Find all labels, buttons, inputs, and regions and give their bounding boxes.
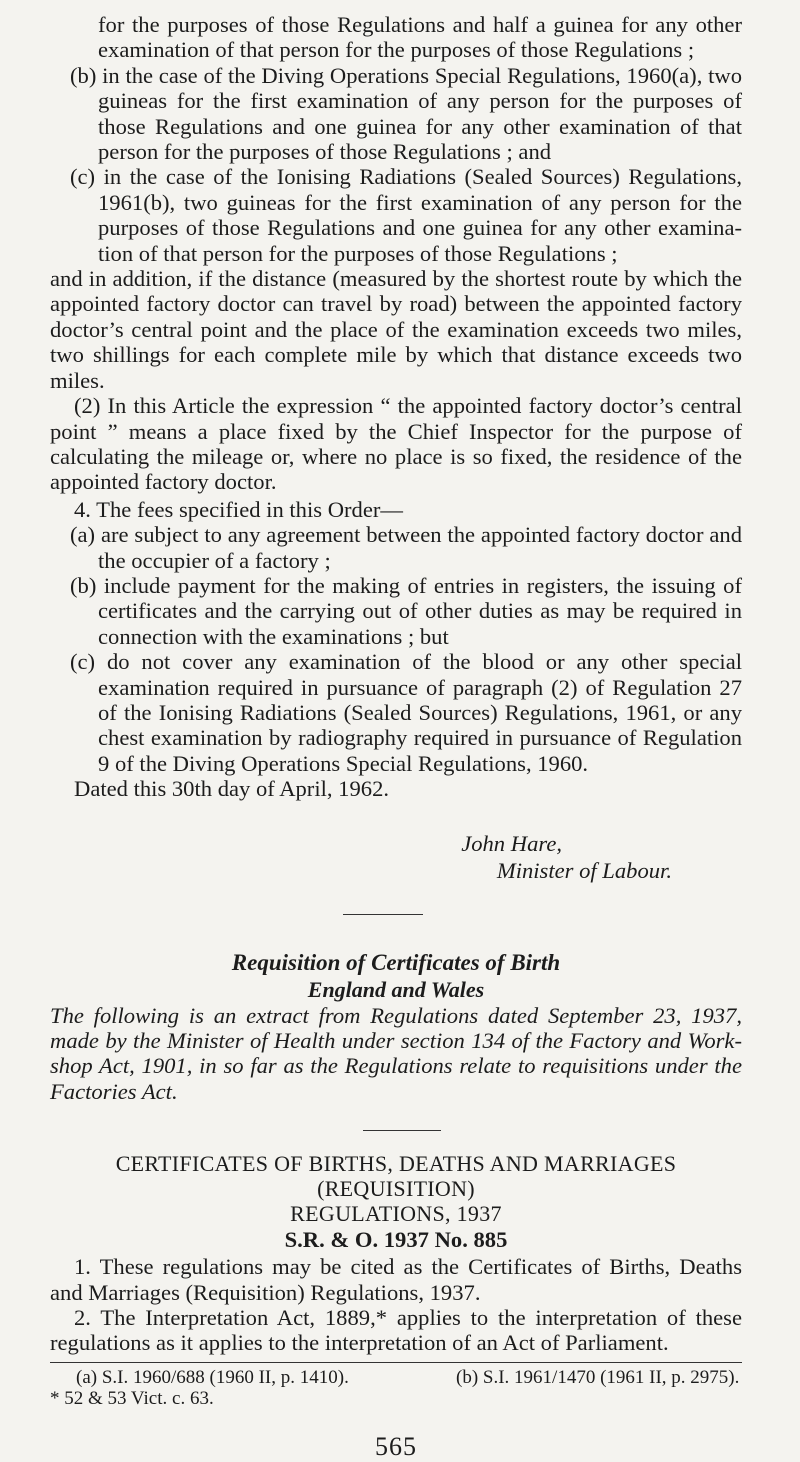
regulations-title-line-1: CERTIFICATES OF BIRTHS, DEATHS AND MARRIAGES (REQUISITION): [115, 1151, 677, 1202]
section-title: Requisition of Certificates of Birth: [231, 949, 561, 975]
regulations-title: [50, 1151, 742, 1226]
article-4-clause-b: (b) include payment for the making of entries in registers, the issuing of certificates and the carrying out of other duties as may be required in connection with the examinations ; but: [70, 572, 742, 649]
divider-rule-2: [363, 1130, 441, 1131]
signature-name: John Hare,: [461, 830, 562, 856]
clause-b-diving: (b) in the case of the Diving Operations Special Regulations, 1960(a), two guineas for the first examination of any person for the purposes of those Regulations and one guinea for any other examination of that person for the purposes of those Regulations ; and: [70, 62, 742, 165]
page-number: 565: [375, 1431, 417, 1461]
signature-title: Minister of Labour.: [496, 857, 672, 883]
footnote-b: (b) S.I. 1961/1470 (1961 II, p. 2975).: [456, 1366, 740, 1388]
clause-c-ionising: (c) in the case of the Ionising Radiations (Sealed Sources) Regulations, 1961(b), two guineas for the first examination of any person for the purposes of those Regulations and one guinea for any other examina-tion of that person for the purposes of those Regulations ;: [70, 164, 742, 266]
signature-block: [50, 830, 742, 884]
regulation-2: 2. The Interpretation Act, 1889,* applies to the interpretation of these regulations as it applies to the interpretation of an Act of Parliament.: [50, 1305, 742, 1356]
paragraph-mileage: and in addition, if the distance (measured by the shortest route by which the appointed factory doctor can travel by road) between the appointed factory doctor’s central point and the place of the examination exceeds two miles, two shillings for each complete mile by which that distance exceeds two miles.: [50, 266, 742, 393]
divider-rule: [343, 914, 423, 915]
section-intro: The following is an extract from Regulations dated September 23, 1937, made by the Minister of Health under section 134 of the Factory and Work-shop Act, 1901, in so far as the Regulations relate to requisitions under the Factories Act.: [50, 1002, 742, 1104]
article-4-heading: 4. The fees specified in this Order—: [74, 496, 403, 522]
dated-line: Dated this 30th day of April, 1962.: [74, 776, 390, 802]
paragraph-article-2: (2) In this Article the expression “ the appointed factory doctor’s central point ” means a place fixed by the Chief Inspector for the purpose of calculating the mileage or, where no place is so fixed, the residence of the appointed factory doctor.: [50, 393, 742, 495]
footnote-a: (a) S.I. 1960/688 (1960 II, p. 1410).: [76, 1366, 349, 1388]
regulations-title-line-2: REGULATIONS, 1937: [290, 1201, 502, 1227]
paragraph-continuation: for the purposes of those Regulations and half a guinea for any other examination of that person for the purposes of those Regulations ;: [98, 12, 742, 63]
section-subtitle: England and Wales: [307, 976, 485, 1002]
footnotes: [50, 1362, 742, 1409]
footnote-row: [50, 1367, 742, 1388]
article-4-clause-a: (a) are subject to any agreement between the appointed factory doctor and the occupier of a factory ;: [70, 522, 742, 573]
regulation-1: 1. These regulations may be cited as the Certificates of Births, Deaths and Marriages (Requisition) Regulations, 1937.: [50, 1254, 742, 1305]
footnote-star: * 52 & 53 Vict. c. 63.: [50, 1387, 214, 1409]
article-4-clause-c: (c) do not cover any examination of the blood or any other special examination required in pursuance of paragraph (2) of Regulation 27 of the Ionising Radiations (Sealed Sources) Regulations, 1961, or any chest examination by radiography required in pursuance of Regulation 9 of the Diving Operations Special Regulations, 1960.: [70, 649, 742, 776]
statutory-reference: S.R. & O. 1937 No. 885: [284, 1227, 508, 1253]
